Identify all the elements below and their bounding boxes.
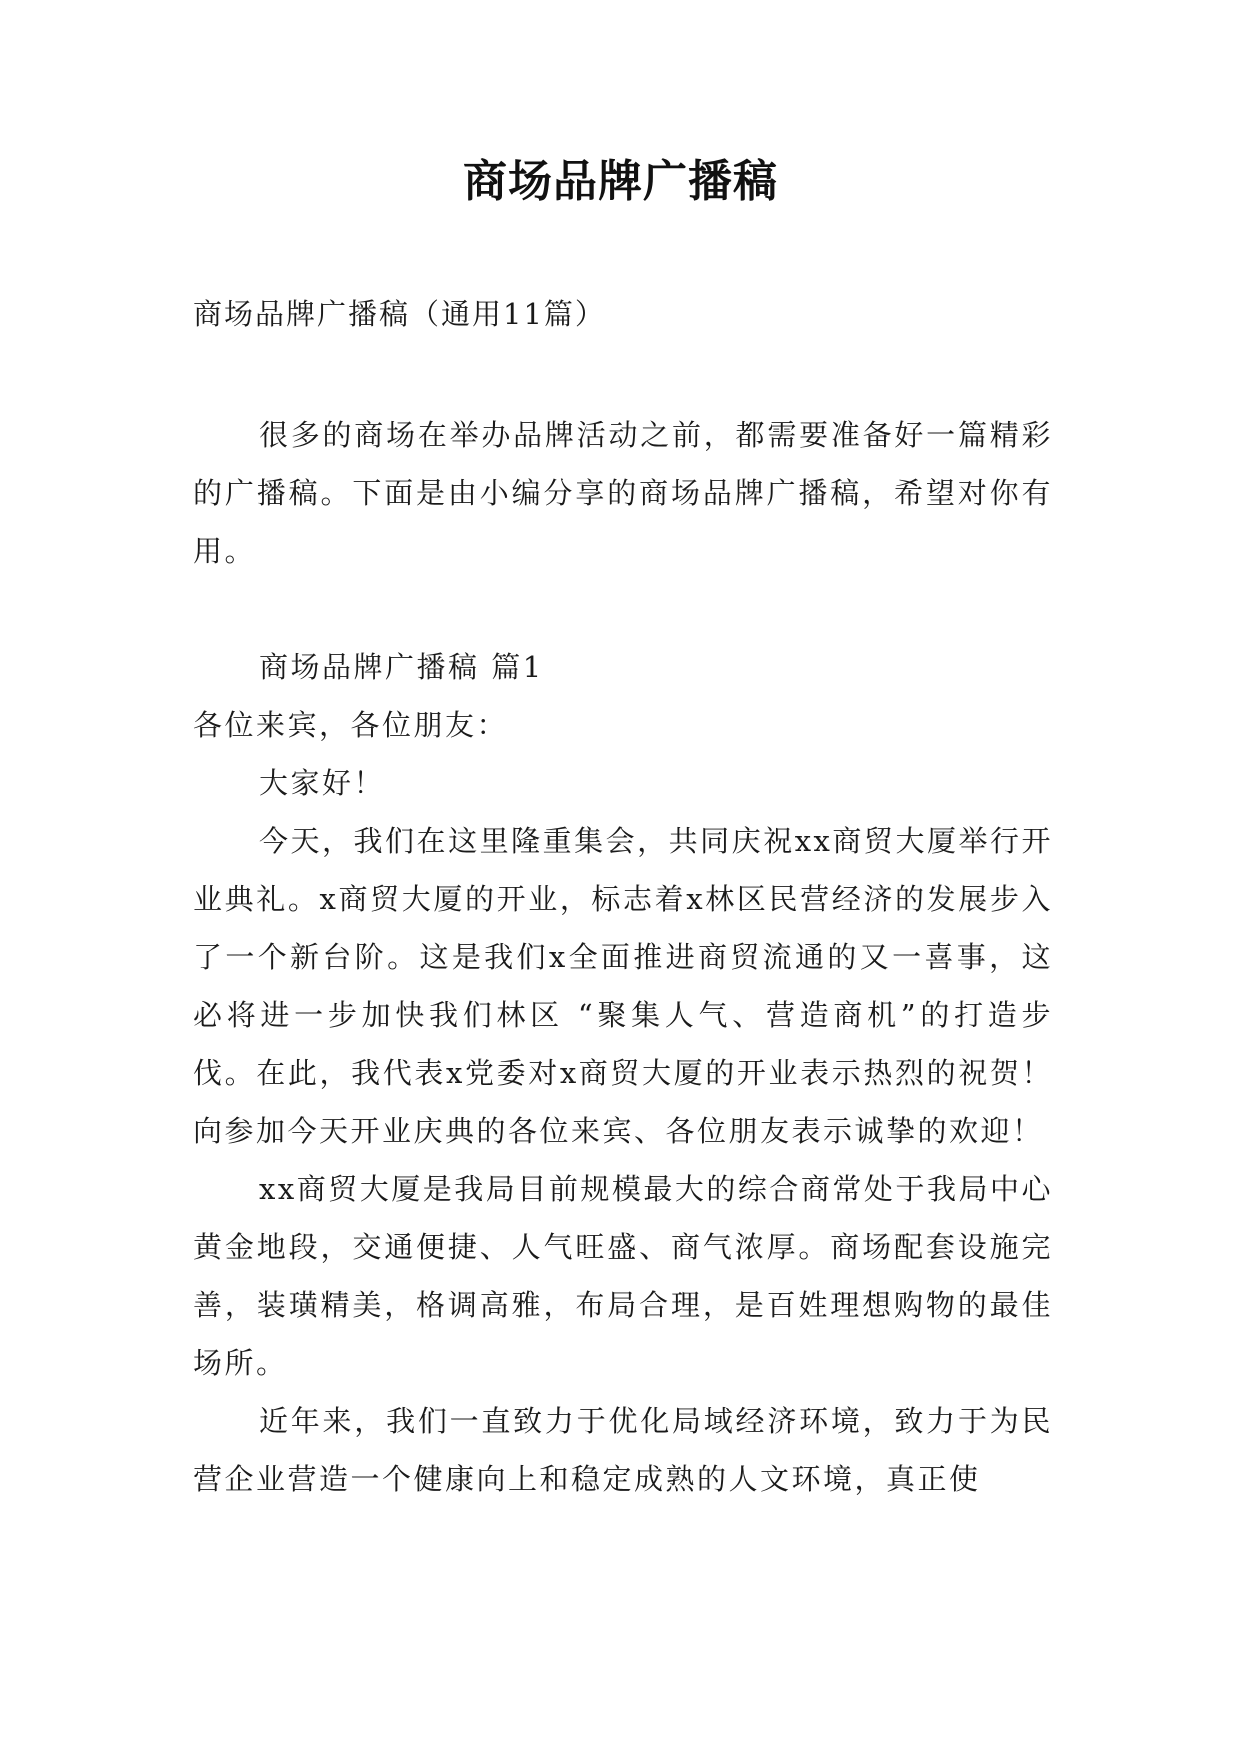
body-paragraph: xx商贸大厦是我局目前规模最大的综合商常处于我局中心黄金地段，交通便捷、人气旺盛、商气浓厚。商场配套设施完善，装璜精美，格调高雅，布局合理，是百姓理想购物的最佳场所。 [193, 1172, 1053, 1380]
body-paragraph: 近年来，我们一直致力于优化局域经济环境，致力于为民营企业营造一个健康向上和稳定成熟的人文环境，真正使 [193, 1404, 1053, 1496]
document-title: 商场品牌广播稿 [463, 156, 778, 207]
intro-paragraph: 很多的商场在举办品牌活动之前，都需要准备好一篇精彩的广播稿。下面是由小编分享的商场品牌广播稿，希望对你有用。 [193, 418, 1053, 568]
document-subtitle: 商场品牌广播稿（通用11篇） [193, 297, 606, 331]
body-paragraph: 今天，我们在这里隆重集会，共同庆祝xx商贸大厦举行开业典礼。x商贸大厦的开业，标志着x林区民营经济的发展步入了一个新台阶。这是我们x全面推进商贸流通的又一喜事，这必将进一步加快我们林区 “聚集人气、营造商机”的打造步伐。在此，我代表x党委对x商贸大厦的开业表示热烈的祝贺！向参加今天开业庆典的各位来宾、各位朋友表示诚挚的欢迎！ [193, 824, 1053, 1148]
intro-block [193, 406, 1053, 580]
article-body [193, 638, 1053, 1508]
greeting: 大家好！ [259, 766, 386, 800]
section-heading: 商场品牌广播稿 篇1 [259, 650, 544, 684]
salutation: 各位来宾，各位朋友： [193, 708, 509, 742]
